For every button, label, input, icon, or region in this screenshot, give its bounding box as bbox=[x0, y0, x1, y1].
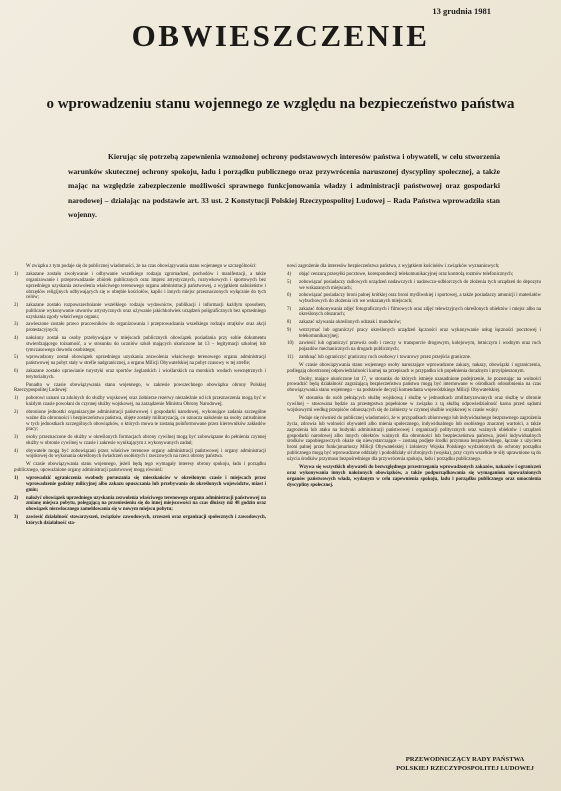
poster-date: 13 grudnia 1981 bbox=[432, 6, 491, 16]
left-column bbox=[14, 264, 266, 529]
restrictions-list bbox=[14, 272, 266, 380]
left-paragraph-defense: Ponadto w czasie obowiązywania stanu wojennego, w zakresie powszechnego obowiązku obrony Polskiej Rzeczypospolitej Ludowej: bbox=[14, 382, 266, 394]
list-item: 4) nałożony został na osoby przebywające w miejscach publicznych obowiązek posiadania przy sobie dokumentu stwierdzającego tożsamość, a w stosunku do uczniów szkół mających ukończone lat 13 – legitymacji szkolnej lub tymczasowego dowodu osobistego; bbox=[14, 335, 266, 353]
left-intro: W związku z tym podaje się do publicznej wiadomości, że na czas obowiązywania stanu wojennego w szczególności: bbox=[26, 264, 257, 269]
list-item: 3) zawieszone zostało prawo pracowników do organizowania i przeprowadzania wszelkiego rodzaju strajków oraz akcji protestacyjnych; bbox=[14, 322, 266, 334]
preamble-paragraph: Kierując się potrzebą zapewnienia wzmożonej ochrony podstawowych interesów państwa i obywateli, w celu stworzenia warunków skutecznej ochrony spokoju, ładu i porządku publicznego oraz przywrócenia naruszonej dyscypliny społecznej, a także mając na względzie zabezpieczenie możliwości sprawnego funkcjonowania władzy i administracji państwowej oraz gospodarki narodowej – działając na podstawie art. 33 ust. 2 Konstytucji Polskiej Rzeczypospolitej Ludowej – Rada Państwa wprowadziła stan wojenny. bbox=[68, 152, 500, 219]
poster-title: OBWIESZCZENIE bbox=[131, 18, 430, 53]
list-item: 7) zakazać dokonywania zdjęć fotograficznych i filmowych oraz zdjęć telewizyjnych określonych obiektów i miejsc albo na określonych obszarach; bbox=[287, 306, 541, 318]
list-item: 9) wstrzymać lub ograniczyć pracy określonych urządzeń łączności oraz wykonywanie usług łączności pocztowej i telekomunikacyjnej; bbox=[287, 327, 541, 339]
list-item: 2) nałożyć obowiązek uprzedniego uzyskania zezwolenia właściwego terenowego organu administracji państwowej na zmianę miejsca pobytu, polegającą na przeniesieniu się do innej miejscowości na czas dłuższy niż 48 godzin oraz obowiązek niezwłocznego zameldowania się w nowym miejscu pobytu; bbox=[14, 495, 266, 513]
right-paragraph-force: Podaje się również do publicznej wiadomości, że w przypadkach zbiorowego lub indywidualnego bezprawnego zagrożenia życia, zdrowia lub wolności obywateli albo mienia społecznego, indywidualnego lub osobistego znacznej wartości, a także zagrożenia lub ataku na budynki administracji państwowej i organizacji politycznych oraz ważnych obiektów i urządzeń gospodarki narodowej albo innych obiektów ważnych dla obronności lub bezpieczeństwa państwa, jeżeli indywidualnych środków zapobiegawczych okaże się niewystarczające – zostaną podjęte środki przymusu bezpośredniego, łącznie z użyciem broni palnej przez funkcjonariuszy Milicji Obywatelskiej i żołnierzy Wojska Polskiego wydzielonych do ochrony porządku publicznego mogą być wprowadzone oddziały i pododdziały sił zbrojnych (wojska), przy czym wszelkie te siły uprawnione są do użycia środków przymusu bezpośredniego dla przywrócenia spokoju, ładu i porządku publicznego. bbox=[287, 416, 541, 462]
list-item: 6) zakazane zostało uprawianie turystyki oraz sportów żeglarskich i wioślarskich na morskich wodach wewnętrznych i terytorialnych. bbox=[14, 368, 266, 380]
list-item: 1) poborowi uznani za zdolnych do służby wojskowej oraz żołnierze rezerwy niezależnie od ich przeznaczenia mogą być w każdym czasie powołani do czynnej służby wojskowej, na zarządzenie Ministra Obrony Narodowej; bbox=[14, 396, 266, 408]
list-item: 3) osoby przeznaczone do służby w określonych formacjach obrony cywilnej mogą być zobowiązane do pełnienia czynnej służby w obronie cywilnej w czasie i zakresie wynikającym z wykonywanych zadań; bbox=[14, 435, 266, 446]
right-column bbox=[287, 264, 541, 491]
poster-subtitle: o wprowadzeniu stanu wojennego ze względu na bezpieczeństwo państwa bbox=[46, 96, 515, 112]
right-paragraph-military-courts: W stosunku do osób pełniących służbę wojskową i służbę w jednostkach zmilitaryzowanych oraz służbę w obronie cywilnej – stosowana będzie za przestępstwa popełnione w związku z tą służbą odpowiedzialność karna przed sądami wojskowymi według przepisów odnoszących się do żołnierzy w czynnej służbie wojskowej w czasie wojny. bbox=[287, 396, 541, 414]
list-item: 11) zamknąć lub ograniczyć graniczny ruch osobowy i towarowy przez przejścia graniczne. bbox=[287, 354, 472, 360]
left-paragraph-authorities: W czasie obowiązywania stanu wojennego, jeżeli będą tego wymagały interesy obrony spokoju, ładu i porządku publicznego, upoważnione organy administracji państwowej mogą również: bbox=[14, 462, 266, 474]
list-item: 1) zakazane zostało zwoływanie i odbywanie wszelkiego rodzaju zgromadzeń, pochodów i manifestacji, a także organizowanie i przeprowadzanie zbiórek publicznych oraz imprez artystycznych, rozrywkowych i sportowych bez uprzedniego uzyskania zezwolenia właściwego terenowego organu administracji państwowej, z wyjątkiem nabożeństw i obrzędów religijnych odbywających się w obrębie kościołów, kaplic i innych miejsc przeznaczonych wyłącznie do tych celów; bbox=[14, 272, 266, 301]
list-item: 1) wprowadzić ograniczenia swobody poruszania się mieszkańców w określonym czasie i miejscach przez wprowadzenie godziny milicyjnej albo zakazu opuszczania lub przebywania do określonych województw, miast i gmin; bbox=[14, 476, 266, 493]
defense-list bbox=[14, 396, 266, 460]
list-item: 3) zawiesić działalność stowarzyszeń, związków zawodowych, zrzeszeń oraz organizacji społecznych i zawodowych, których działalność sta- bbox=[14, 514, 266, 526]
list-item: 8) zakazać używania określonych odznak i mundurów; bbox=[287, 320, 402, 326]
authorities-list bbox=[14, 476, 266, 526]
right-paragraph-internment: Osoby, mające ukończone lat 17, w stosunku do których istnieje uzasadnione podejrzenie, że pozostając na wolności prowadzić będą działalność zagrażającą bezpieczeństwu państwa mogą być internowane w ośrodkach odosobnienia na czas obowiązywania stanu wojennego – na podstawie decyzji komendanta wojewódzkiego Milicji Obywatelskiej. bbox=[287, 376, 541, 394]
signature-line-1: PRZEWODNICZĄCY RADY PAŃSTWA bbox=[405, 756, 525, 763]
right-paragraph-penalties: W czasie obowiązywania stanu wojennego osoby naruszające wprowadzone zakazy, nakazy, obowiązki i ograniczenia, podlegają obostrzonej odpowiedzialności karnej na przepisach w przypadku ich popełnienia dorażnym i przyśpieszonym. bbox=[287, 362, 541, 374]
list-item: 2) obronione jednostki organizacyjne administracji państwowej i gospodarki narodowej, wykonujące zadania szczególne ważne dla obronności i bezpieczeństwa państwa, objęte zostały militaryzacją, co oznacza nałożenie na osoby zatrudnione w tych jednostkach szczególnych obowiązków, o których mowa te zostaną poinformowane przez kierowników zakładów pracy; bbox=[14, 409, 266, 433]
authorities-list-continued bbox=[287, 272, 541, 361]
signature-block bbox=[380, 755, 550, 773]
list-item: 10) zawiesić lub ograniczyć przewóz osób i rzeczy w transporcie drogowym, kolejowym, lotniczym i wodnym oraz ruch pojazdów mechanicznych na drogach publicznych; bbox=[287, 341, 541, 353]
list-item: 4) objąć cenzurą przesyłki pocztowe, korespondencji telekomunikacyjnej oraz kontrolą rozmów telefonicznych; bbox=[287, 272, 514, 278]
list-item: 5) wprowadzony został obowiązek uprzedniego uzyskania zezwolenia właściwego terenowego organu administracji państwowej na pobyt stały w strefie nadgranicznej, a organu Milicji Obywatelskiej na pobyt czasowy w tej strefie; bbox=[14, 355, 266, 367]
list-item: 6) zobowiązać posiadaczy broni palnej krótkiej oraz broni myśliwskiej i sportowej, a także posiadaczy amunicji i materiałów wybuchowych do złożenia ich we wskazanych miejscach; bbox=[287, 293, 541, 304]
list-item: 4) obywatele mogą być zobowiązani przez właściwe terenowe organy administracji państwowej i organy administracji wojskowej do wykonania określonych świadczeń osobistych i rzeczowych na rzecz obrony państwa. bbox=[14, 448, 266, 460]
list-item: 5) zobowiązać posiadaczy radiowych urządzeń nadawczych i nadawczo-odbiorczych do złożenia tych urządzeń do depozytu we wskazanych miejscach; bbox=[287, 279, 541, 291]
signature-line-2: POLSKIEJ RZECZYPOSPOLITEJ LUDOWEJ bbox=[396, 765, 534, 772]
right-paragraph-appeal: Wzywa się wszystkich obywateli do bezwzględnego przestrzegania wprowadzonych zakazów, nakazów i ograniczeń oraz wykonywania innych nałożonych obowiązków, a także podporządkowania się wymaganiom upoważnionych organów państwowych władz, wydanym w celu zapewnienia spokoju, ładu i porządku publicznego oraz umocnienia dyscypliny społecznej. bbox=[287, 465, 541, 488]
list-item: 2) zakazane zostało rozpowszechnianie wszelkiego rodzaju wydawnictw, publikacji i informacji każdym sposobem, publiczne wykonywanie utworów artystycznych oraz używanie jakichkolwiek urządzeń poligraficznych bez uprzedniego uzyskania zgody właściwego organu; bbox=[14, 303, 266, 320]
right-continuation: nowi zagrożenie dla interesów bezpieczeństwa państwa, z wyjątkiem kościołów i związków wyznaniowych; bbox=[287, 264, 500, 269]
